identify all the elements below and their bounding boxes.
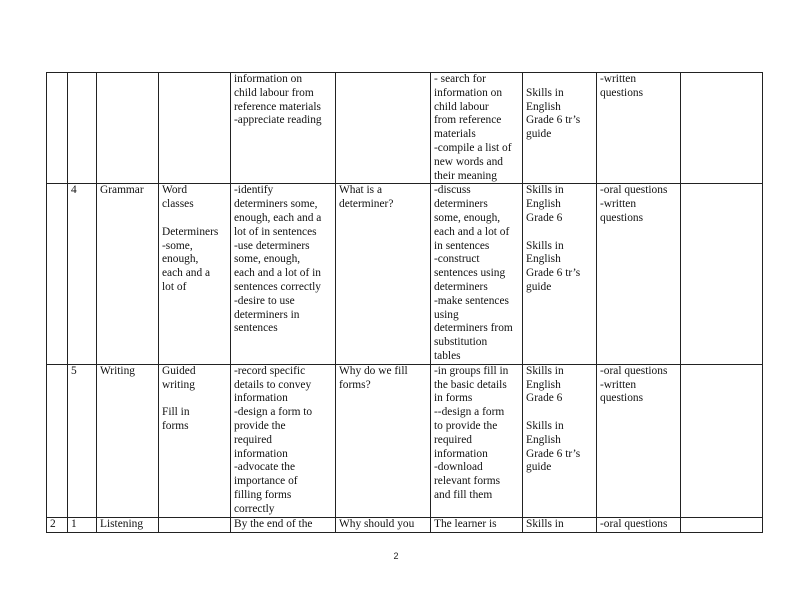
lesson-cell: 4 bbox=[68, 184, 97, 364]
week-cell: 2 bbox=[47, 517, 68, 532]
resources-cell: Skills in English Grade 6 tr’s guide bbox=[523, 73, 597, 184]
remarks-cell bbox=[681, 73, 763, 184]
learning-experiences-cell: The learner is bbox=[431, 517, 523, 532]
outcomes-cell: -identify determiners some, enough, each and a lot of in sentences -use determiners some, enough, each and a lot of in sentences correctly -desire to use determiners in sentences bbox=[231, 184, 336, 364]
table-row bbox=[47, 364, 763, 517]
learning-experiences-cell: - search for information on child labour from reference materials -compile a list of new words and their meaning bbox=[431, 73, 523, 184]
learning-experiences-cell: -discuss determiners some, enough, each and a lot of in sentences -construct sentences using determiners -make sentences using determiners from substitution tables bbox=[431, 184, 523, 364]
remarks-cell bbox=[681, 517, 763, 532]
strand-cell: Writing bbox=[97, 364, 159, 517]
week-cell bbox=[47, 73, 68, 184]
resources-cell: Skills in English Grade 6 Skills in English Grade 6 tr’s guide bbox=[523, 184, 597, 364]
outcomes-cell: information on child labour from reference materials -appreciate reading bbox=[231, 73, 336, 184]
resources-cell: Skills in English Grade 6 Skills in English Grade 6 tr’s guide bbox=[523, 364, 597, 517]
inquiry-question-cell: What is a determiner? bbox=[336, 184, 431, 364]
week-cell bbox=[47, 184, 68, 364]
inquiry-question-cell bbox=[336, 73, 431, 184]
page-number: 2 bbox=[393, 551, 399, 561]
lesson-cell: 1 bbox=[68, 517, 97, 532]
learning-experiences-cell: -in groups fill in the basic details in forms --design a form to provide the required information -download relevant forms and fill them bbox=[431, 364, 523, 517]
table-row bbox=[47, 73, 763, 184]
inquiry-question-cell: Why should you bbox=[336, 517, 431, 532]
assessment-cell: -written questions bbox=[597, 73, 681, 184]
sub-strand-cell bbox=[159, 517, 231, 532]
sub-strand-cell: Guided writing Fill in forms bbox=[159, 364, 231, 517]
inquiry-question-cell: Why do we fill forms? bbox=[336, 364, 431, 517]
sub-strand-cell: Word classes Determiners -some, enough, each and a lot of bbox=[159, 184, 231, 364]
week-cell bbox=[47, 364, 68, 517]
lesson-cell bbox=[68, 73, 97, 184]
lesson-cell: 5 bbox=[68, 364, 97, 517]
outcomes-cell: By the end of the bbox=[231, 517, 336, 532]
table-row bbox=[47, 517, 763, 532]
table-row bbox=[47, 184, 763, 364]
strand-cell: Grammar bbox=[97, 184, 159, 364]
outcomes-cell: -record specific details to convey information -design a form to provide the required information -advocate the importance of filling forms correctly bbox=[231, 364, 336, 517]
sub-strand-cell bbox=[159, 73, 231, 184]
assessment-cell: -oral questions -written questions bbox=[597, 184, 681, 364]
scheme-of-work-table bbox=[46, 72, 763, 533]
remarks-cell bbox=[681, 364, 763, 517]
remarks-cell bbox=[681, 184, 763, 364]
strand-cell bbox=[97, 73, 159, 184]
assessment-cell: -oral questions bbox=[597, 517, 681, 532]
strand-cell: Listening bbox=[97, 517, 159, 532]
assessment-cell: -oral questions -written questions bbox=[597, 364, 681, 517]
resources-cell: Skills in bbox=[523, 517, 597, 532]
